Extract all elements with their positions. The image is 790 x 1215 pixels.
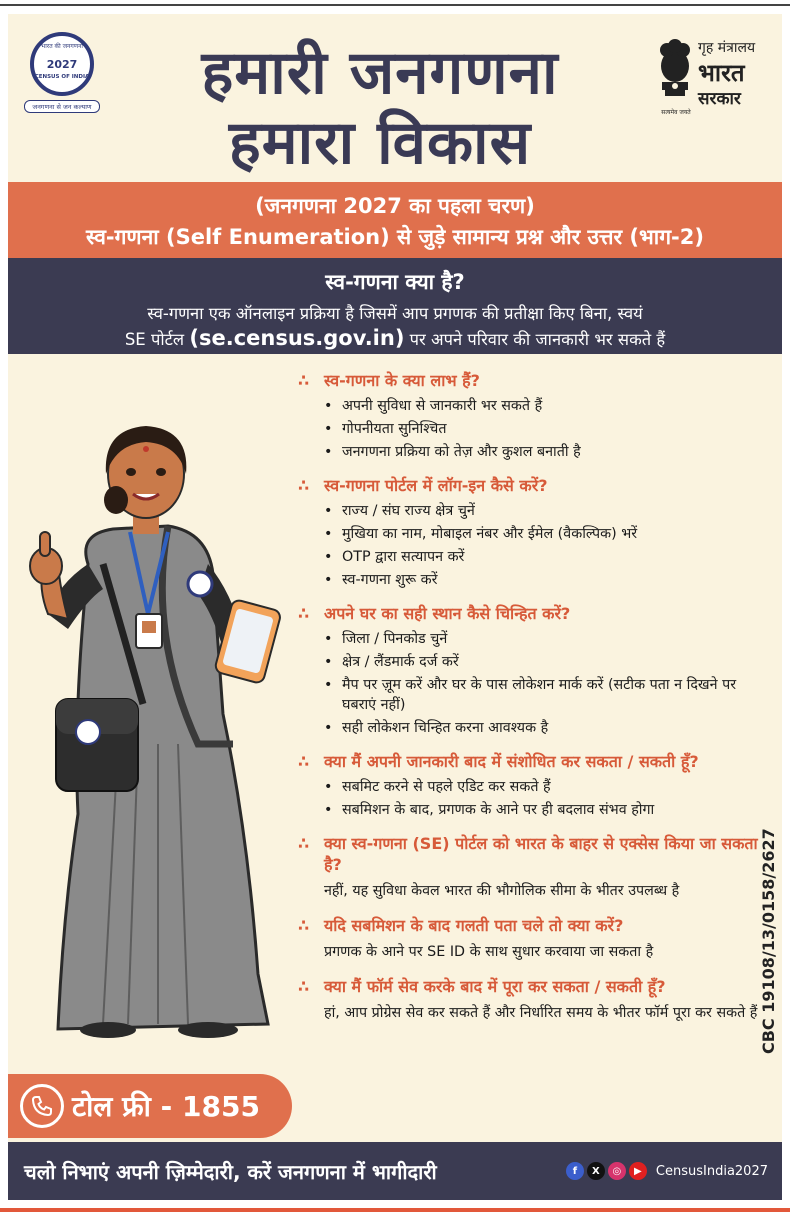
- what-is-line-2: [8, 324, 782, 350]
- faq-question-text: अपने घर का सही स्थान कैसे चिन्हित करें?: [324, 604, 571, 623]
- gov-sarkar: सरकार: [698, 89, 741, 109]
- gov-logo: [656, 32, 768, 124]
- bullet-dots-icon: ∴: [298, 371, 310, 390]
- social-links: [566, 1162, 782, 1180]
- faq-answer-list: [298, 777, 768, 820]
- tollfree-banner[interactable]: [8, 1074, 292, 1138]
- faq-item: [298, 976, 768, 1024]
- faq-answer-bullet: • सबमिशन के बाद, प्रगणक के आने पर ही बदलाव संभव होगा: [298, 800, 768, 820]
- what-is-heading: स्व-गणना क्या है?: [325, 270, 465, 294]
- facebook-icon[interactable]: f: [566, 1162, 584, 1180]
- faq-question: [298, 603, 768, 624]
- faq-answer-bullet: • राज्य / संघ राज्य क्षेत्र चुनें: [298, 501, 768, 521]
- faq-answer-bullet: • सबमिट करने से पहले एडिट कर सकते हैं: [298, 777, 768, 797]
- tollfree-label: टोल फ्री - 1855: [72, 1090, 260, 1123]
- faq-item: [298, 751, 768, 820]
- bullet-dots-icon: ∴: [298, 752, 310, 771]
- census-logo-year: 2027: [46, 58, 78, 71]
- faq-answer-bullet: • मुखिया का नाम, मोबाइल नंबर और ईमेल (वैकल्पिक) भरें: [298, 524, 768, 544]
- faq-item: [298, 915, 768, 963]
- instagram-icon[interactable]: ◎: [608, 1162, 626, 1180]
- faq-question: [298, 915, 768, 936]
- cbc-code: CBC 19108/13/0158/2627: [759, 828, 778, 1054]
- phone-icon: [20, 1084, 64, 1128]
- faq-answer: प्रगणक के आने पर SE ID के साथ सुधार करवाया जा सकता है: [324, 944, 654, 960]
- faq-question-text: क्या स्व-गणना (SE) पोर्टल को भारत के बाहर से एक्सेस किया जा सकता है?: [324, 834, 758, 874]
- census-logo: [24, 32, 100, 124]
- page-title: [108, 38, 652, 178]
- youtube-icon[interactable]: ▶: [629, 1162, 647, 1180]
- faq-answer-list: [298, 396, 768, 462]
- bullet-dots-icon: ∴: [298, 604, 310, 623]
- x-icon[interactable]: X: [587, 1162, 605, 1180]
- census-logo-tagline: जनगणना से जन कल्याण: [24, 100, 100, 113]
- faq-answer-list: [298, 629, 768, 738]
- what-is-line-1: स्व-गणना एक ऑनलाइन प्रक्रिया है जिसमें आप प्रगणक की प्रतीक्षा किए बिना, स्वयं: [147, 304, 643, 323]
- faq-answer-bullet: • क्षेत्र / लैंडमार्क दर्ज करें: [298, 652, 768, 672]
- title-line-1: हमारी जनगणना: [201, 38, 559, 108]
- phase-line-2: स्व-गणना (Self Enumeration) से जुड़े सामान्य प्रश्न और उत्तर (भाग-2): [86, 225, 704, 249]
- faq-question-text: यदि सबमिशन के बाद गलती पता चले तो क्या करें?: [324, 916, 624, 935]
- census-logo-arc-bottom: CENSUS OF INDIA: [34, 74, 90, 80]
- faq-question: [298, 833, 768, 875]
- faq-answer-list: [298, 501, 768, 590]
- bottom-rule: [0, 1208, 790, 1212]
- census-logo-ring: [30, 32, 94, 96]
- phase-line-1: (जनगणना 2027 का पहला चरण): [255, 194, 535, 218]
- poster: [8, 14, 782, 1200]
- bullet-dots-icon: ∴: [298, 977, 310, 996]
- faq-item: [298, 833, 768, 902]
- faq-question: [298, 370, 768, 391]
- faq-question: [298, 976, 768, 997]
- faq-question-text: स्व-गणना पोर्टल में लॉग-इन कैसे करें?: [324, 476, 548, 495]
- gov-bharat: भारत: [698, 59, 745, 87]
- faq-answer-bullet: • मैप पर ज़ूम करें और घर के पास लोकेशन मार्क करें (सटीक पता न दिखने पर घबराएं नहीं): [298, 675, 768, 715]
- faq-answer-bullet: • अपनी सुविधा से जानकारी भर सकते हैं: [298, 396, 768, 416]
- faq-answer-bullet: • स्व-गणना शुरू करें: [298, 570, 768, 590]
- portal-url[interactable]: (se.census.gov.in): [189, 326, 405, 350]
- bullet-dots-icon: ∴: [298, 834, 310, 853]
- faq-answer-bullet: • OTP द्वारा सत्यापन करें: [298, 547, 768, 567]
- what-is-portal-suffix: पर अपने परिवार की जानकारी भर सकते हैं: [409, 330, 666, 349]
- faq-question-text: क्या मैं फॉर्म सेव करके बाद में पूरा कर सकता / सकती हूँ?: [324, 977, 666, 996]
- social-handle[interactable]: CensusIndia2027: [655, 1163, 768, 1179]
- faq-item: [298, 475, 768, 590]
- faq-question: [298, 751, 768, 772]
- faq-question: [298, 475, 768, 496]
- faq-answer: हां, आप प्रोग्रेस सेव कर सकते हैं और निर्धारित समय के भीतर फॉर्म पूरा कर सकते हैं: [324, 1005, 758, 1021]
- faq-answer-bullet: • गोपनीयता सुनिश्चित: [298, 419, 768, 439]
- title-line-2: हमारा विकास: [228, 108, 532, 178]
- bullet-dots-icon: ∴: [298, 476, 310, 495]
- gov-ministry: गृह मंत्रालय: [698, 40, 756, 56]
- top-rule: [0, 4, 790, 6]
- ashoka-emblem-icon: [656, 36, 694, 106]
- faq-list: [298, 370, 768, 1037]
- gov-motto: सत्यमेव जयते: [661, 109, 691, 116]
- faq-item: [298, 370, 768, 462]
- faq-answer-bullet: • जनगणना प्रक्रिया को तेज़ और कुशल बनाती है: [298, 442, 768, 462]
- faq-answer-bullet: • सही लोकेशन चिन्हित करना आवश्यक है: [298, 718, 768, 738]
- bullet-dots-icon: ∴: [298, 916, 310, 935]
- faq-answer: नहीं, यह सुविधा केवल भारत की भौगोलिक सीमा के भीतर उपलब्ध है: [324, 883, 680, 899]
- faq-question-text: स्व-गणना के क्या लाभ हैं?: [324, 371, 480, 390]
- faq-item: [298, 603, 768, 738]
- phase-band: [8, 182, 782, 258]
- what-is-band: [8, 258, 782, 354]
- faq-question-text: क्या मैं अपनी जानकारी बाद में संशोधित कर सकता / सकती हूँ?: [324, 752, 699, 771]
- what-is-portal-prefix: SE पोर्टल: [124, 330, 185, 349]
- census-logo-arc-top: भारत की जनगणना: [40, 43, 83, 50]
- faq-answer-bullet: • जिला / पिनकोड चुनें: [298, 629, 768, 649]
- footer-slogan: चलो निभाएं अपनी ज़िम्मेदारी, करें जनगणना में भागीदारी: [24, 1159, 437, 1184]
- enumerator-illustration: [18, 414, 288, 1064]
- footer-bar: [8, 1142, 782, 1200]
